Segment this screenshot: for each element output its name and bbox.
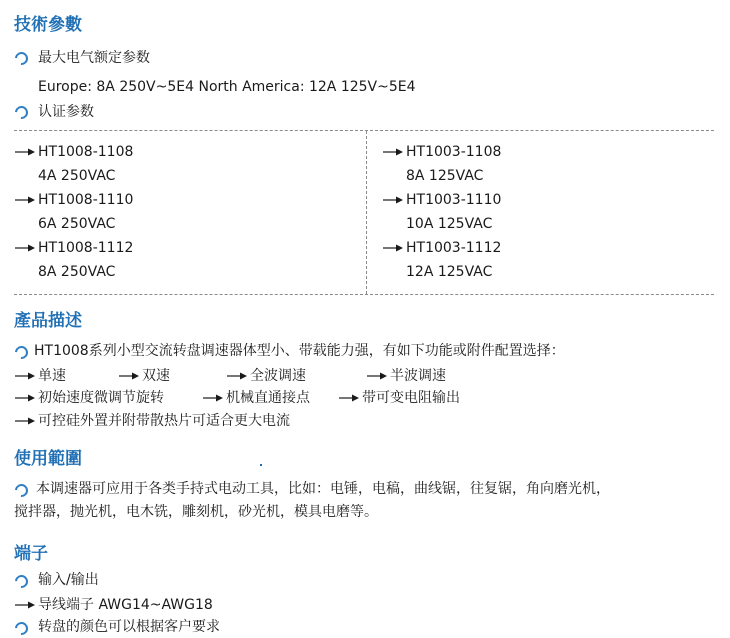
arrow-icon: [14, 371, 36, 381]
rating-left-2: 6A 250VAC: [38, 216, 116, 232]
model-right-2: HT1003-1110: [406, 192, 502, 208]
model-left-3: HT1008-1112: [38, 240, 134, 256]
bullet-circle-icon: [12, 481, 30, 499]
arrow-icon: [382, 147, 404, 157]
bullet-circle-icon: [12, 619, 30, 637]
model-left-1: HT1008-1108: [38, 144, 134, 160]
feature-full-wave: 全波调速: [250, 368, 306, 384]
product-heading: 產品描述: [14, 311, 82, 331]
divider-top: [14, 130, 714, 131]
arrow-icon: [14, 243, 36, 253]
specs-heading: 技術參數: [14, 15, 82, 35]
divider-vertical: [366, 131, 367, 294]
arrow-icon: [118, 371, 140, 381]
arrow-icon: [202, 393, 224, 403]
feature-single-speed: 单速: [38, 368, 66, 384]
arrow-icon: [14, 600, 36, 610]
rated-values: Europe: 8A 250V~5E4 North America: 12A 125V~5E4: [38, 79, 416, 95]
usage-line-2: 搅拌器，抛光机，电木铣，雕刻机，砂光机，模具电磨等。: [14, 504, 378, 520]
feature-initial-speed: 初始速度微调节旋转: [38, 390, 164, 406]
product-intro: HT1008系列小型交流转盘调速器体型小、带载能力强，有如下功能或附件配置选择：: [34, 343, 565, 359]
terminal-heading: 端子: [14, 544, 48, 564]
feature-external-scr: 可控硅外置并附带散热片可适合更大电流: [38, 413, 290, 429]
feature-half-wave: 半波调速: [390, 368, 446, 384]
rating-right-2: 10A 125VAC: [406, 216, 493, 232]
terminal-color: 转盘的颜色可以根据客户要求: [38, 619, 220, 635]
rated-title: 最大电气额定参数: [38, 50, 150, 66]
usage-heading: 使用範圍: [14, 449, 82, 469]
feature-bypass-contact: 机械直通接点: [226, 390, 310, 406]
arrow-icon: [14, 195, 36, 205]
model-right-3: HT1003-1112: [406, 240, 502, 256]
arrow-icon: [14, 147, 36, 157]
feature-dual-speed: 双速: [142, 368, 170, 384]
divider-bottom: [14, 294, 714, 295]
arrow-icon: [366, 371, 388, 381]
bullet-circle-icon: [12, 572, 30, 590]
rating-right-3: 12A 125VAC: [406, 264, 493, 280]
terminal-wire: 导线端子 AWG14~AWG18: [38, 597, 213, 613]
arrow-icon: [14, 416, 36, 426]
model-left-2: HT1008-1110: [38, 192, 134, 208]
arrow-icon: [226, 371, 248, 381]
model-right-1: HT1003-1108: [406, 144, 502, 160]
arrow-icon: [382, 195, 404, 205]
bullet-circle-icon: [12, 49, 30, 67]
bullet-circle-icon: [12, 103, 30, 121]
bullet-circle-icon: [12, 343, 30, 361]
rating-right-1: 8A 125VAC: [406, 168, 484, 184]
cert-title: 认证参数: [38, 104, 94, 120]
arrow-icon: [338, 393, 360, 403]
rating-left-3: 8A 250VAC: [38, 264, 116, 280]
arrow-icon: [382, 243, 404, 253]
feature-variable-resistor: 带可变电阻输出: [362, 390, 460, 406]
arrow-icon: [14, 393, 36, 403]
terminal-io: 输入/输出: [38, 572, 99, 588]
stray-dot: [260, 464, 262, 466]
usage-line-1: 本调速器可应用于各类手持式电动工具，比如：电锤，电稿，曲线锯，往复锯，角向磨光机，: [36, 481, 610, 497]
rating-left-1: 4A 250VAC: [38, 168, 116, 184]
